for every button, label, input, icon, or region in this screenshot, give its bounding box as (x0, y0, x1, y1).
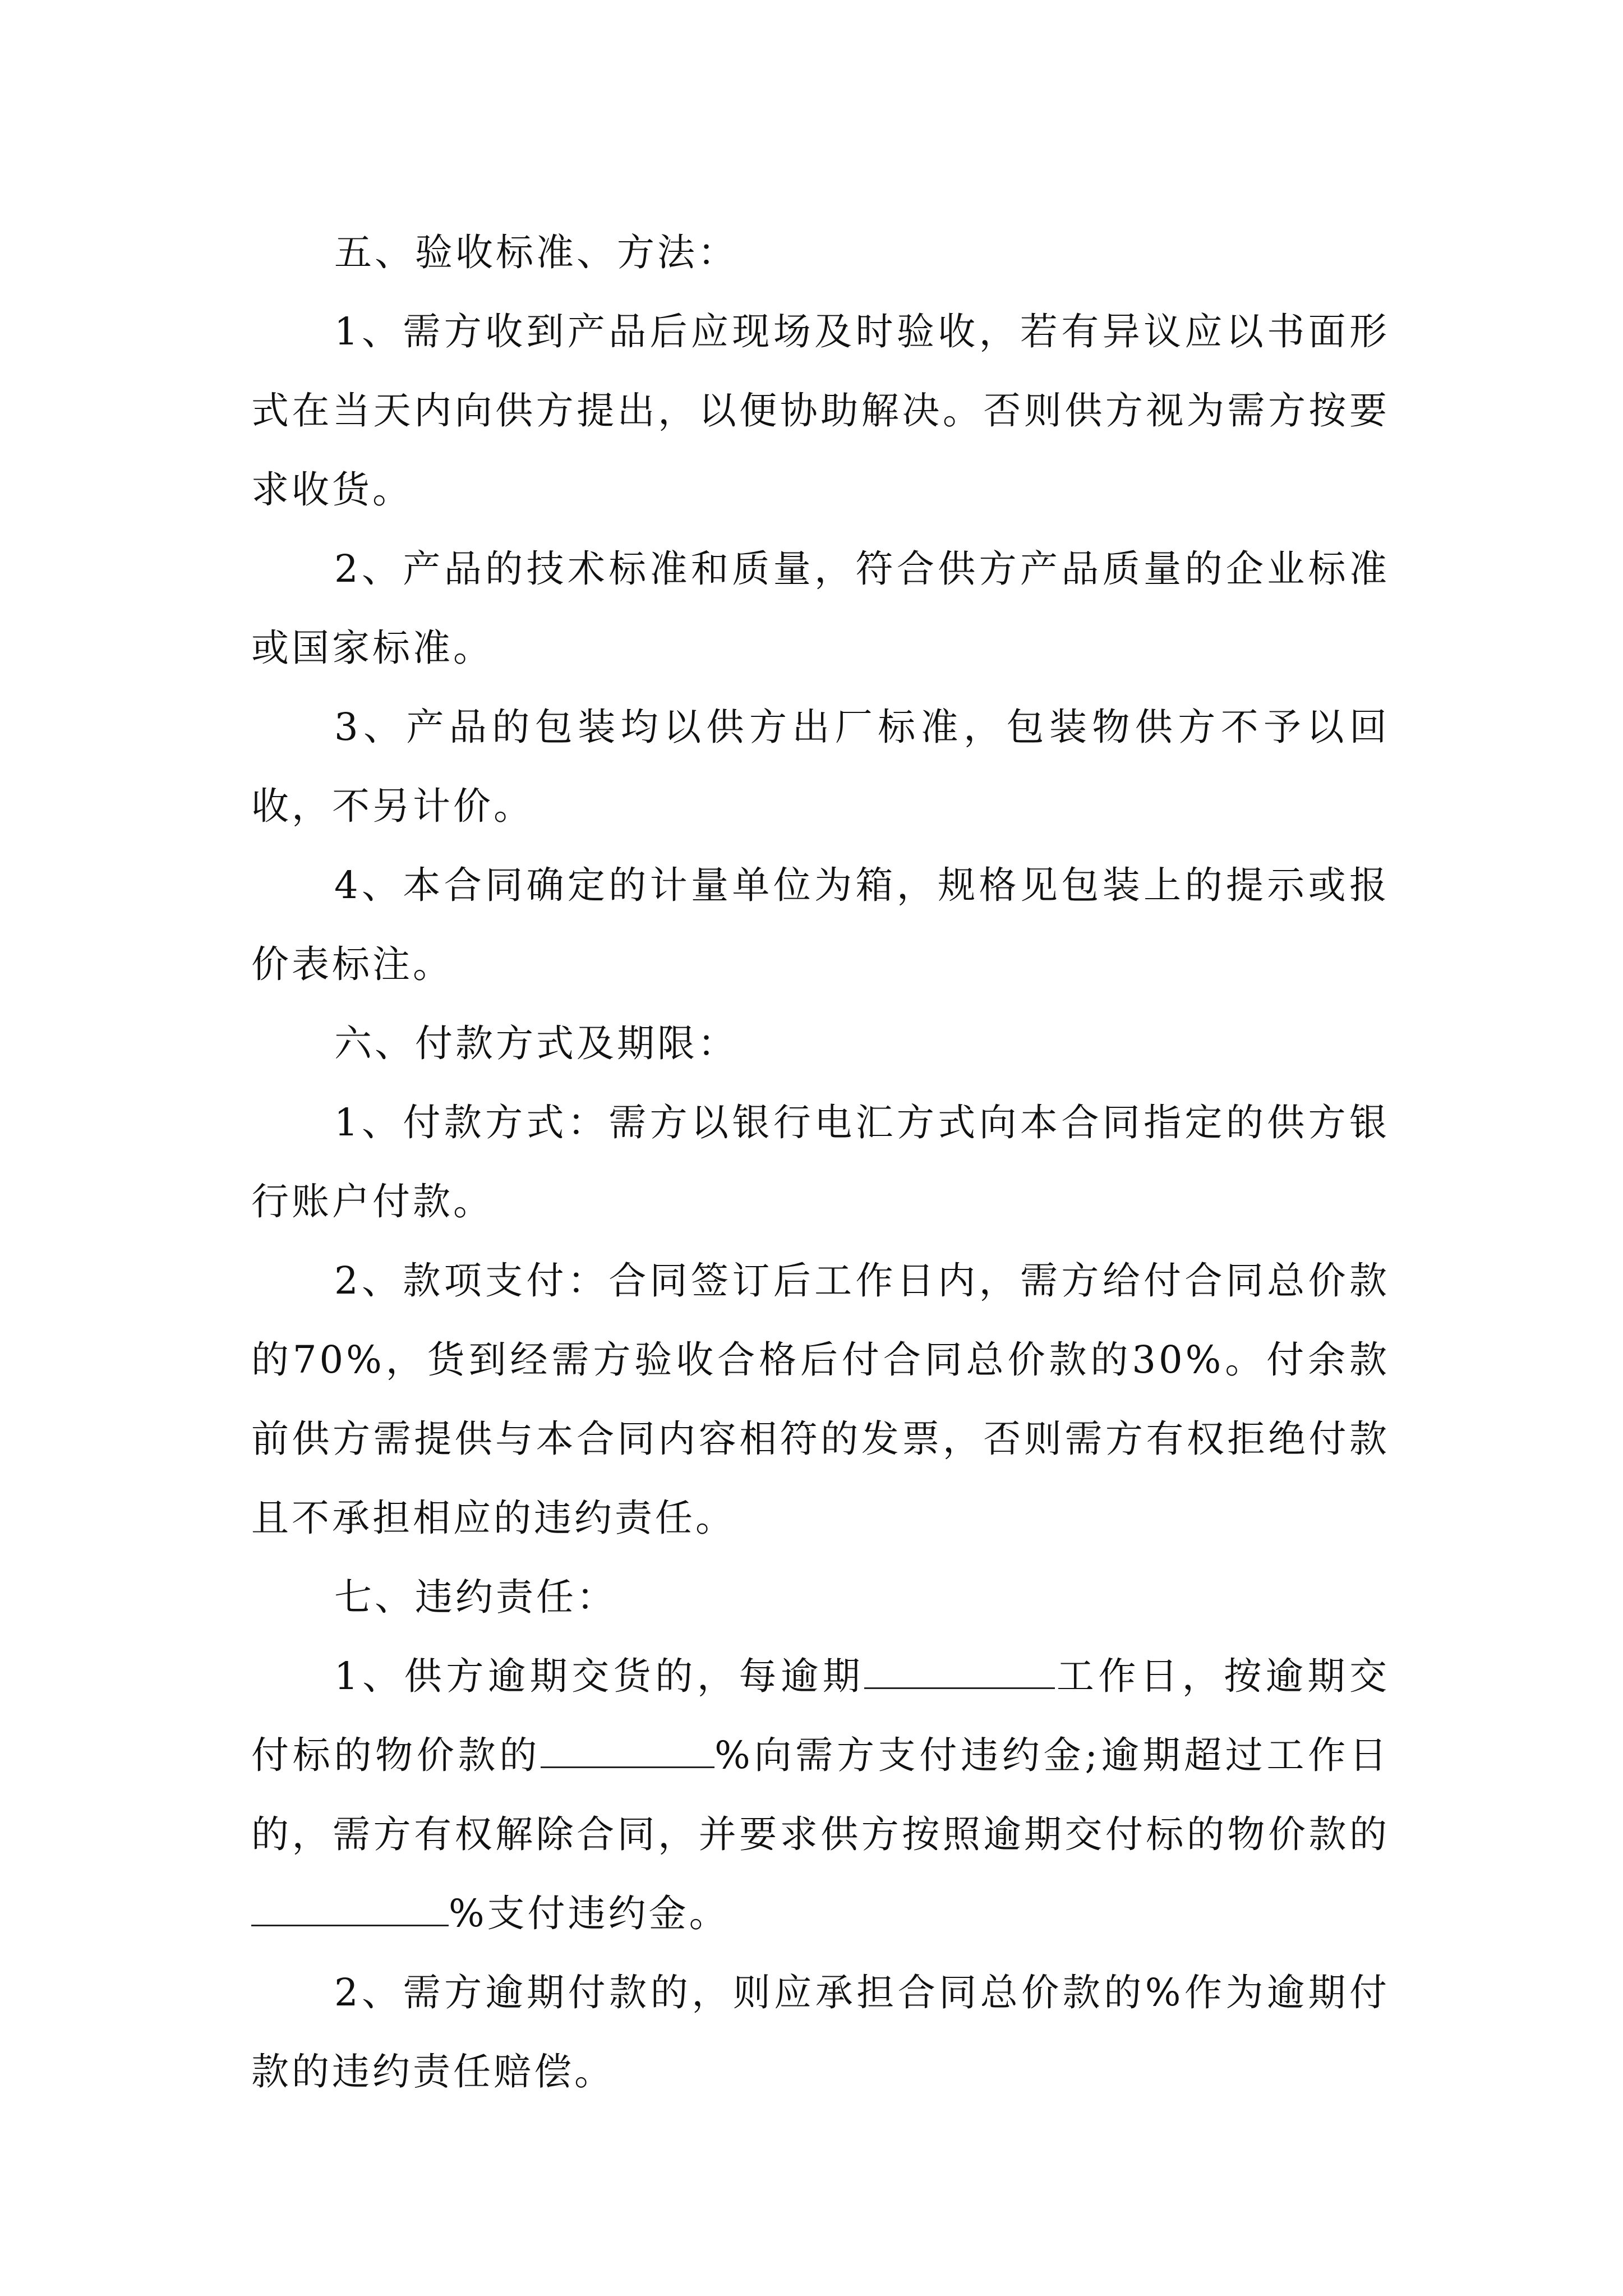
section-heading-liability: 七、违约责任： (334, 1575, 617, 1619)
blank-penalty-rate-field[interactable] (251, 1892, 449, 1926)
payment-clause-2: 2、款项支付：合同签订后工作日内，需方给付合同总价款的70%，货到经需方验收合格后付合同总价款的30%。付余款前供方需提供与本合同内容相符的发票，否则需方有权拒绝付款且不承担相应的违约责任。 (251, 1259, 1390, 1540)
section-heading-payment: 六、付款方式及期限： (334, 1022, 738, 1065)
acceptance-clause-1: 1、需方收到产品后应现场及时验收，若有异议应以书面形式在当天内向供方提出，以便协助解决。否则供方视为需方按要求收货。 (251, 310, 1390, 512)
acceptance-clause-2: 2、产品的技术标准和质量，符合供方产品质量的企业标准或国家标准。 (251, 547, 1390, 670)
liability-clause-1-text-a: 1、供方逾期交货的，每逾期 (334, 1654, 865, 1698)
document-body (251, 213, 1390, 2111)
liability-clause-1-text-d: %支付违约金。 (449, 1892, 730, 1935)
blank-days-field[interactable] (864, 1655, 1055, 1689)
liability-clause-1-text-c: %向需方支付违约金;逾期超过工作日的，需方有权解除合同，并要求供方按照逾期交付标的物价款的 (251, 1733, 1390, 1856)
payment-clause-1: 1、付款方式：需方以银行电汇方式向本合同指定的供方银行账户付款。 (251, 1101, 1390, 1223)
liability-clause-2: 2、需方逾期付款的，则应承担合同总价款的%作为逾期付款的违约责任赔偿。 (251, 1971, 1390, 2093)
section-heading-acceptance: 五、验收标准、方法： (334, 231, 738, 274)
acceptance-clause-4: 4、本合同确定的计量单位为箱，规格见包装上的提示或报价表标注。 (251, 863, 1390, 986)
acceptance-clause-3: 3、产品的包装均以供方出厂标准，包装物供方不予以回收，不另计价。 (251, 705, 1390, 828)
blank-daily-rate-field[interactable] (541, 1734, 714, 1768)
liability-clause-1 (251, 1637, 1390, 1953)
liability-clause-1-text-b: 工作日，按逾期交付标的物价款的 (251, 1654, 1390, 1777)
